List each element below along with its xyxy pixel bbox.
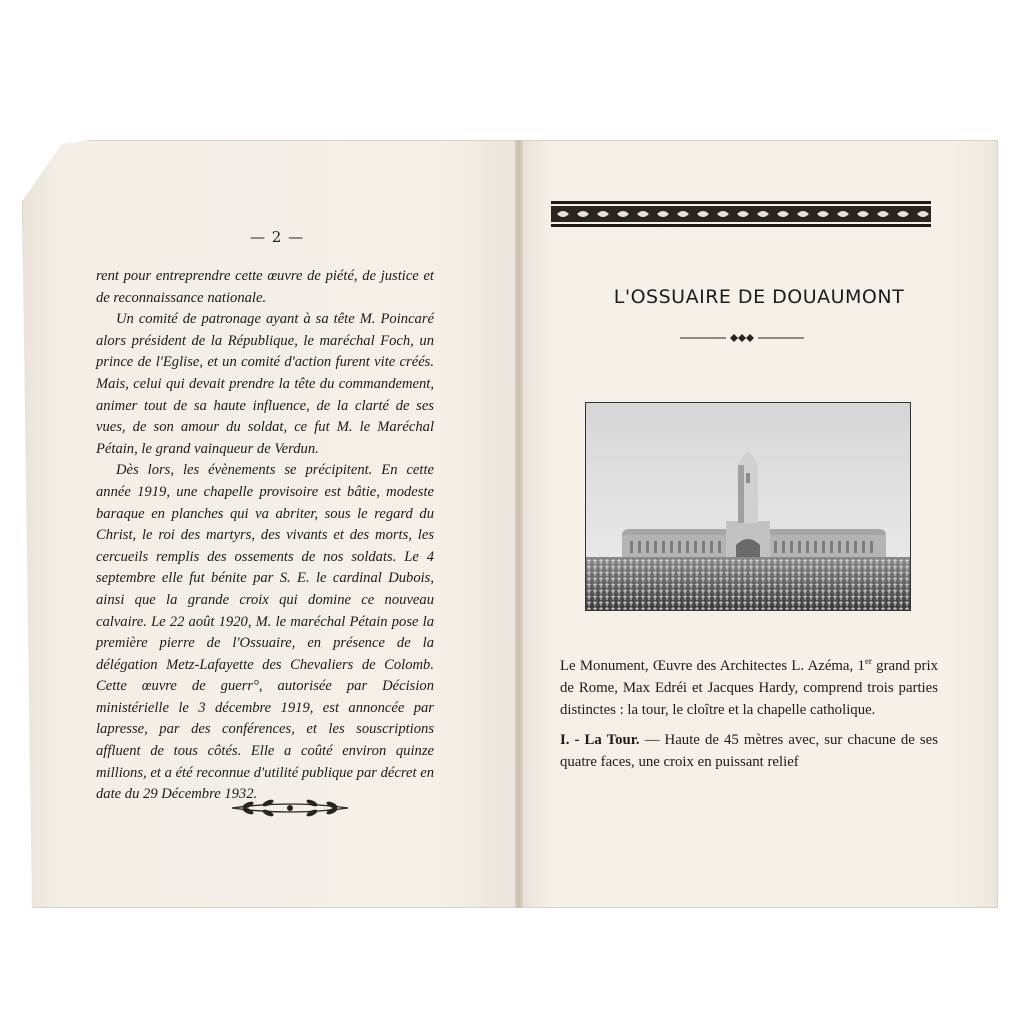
paragraph: I. - La Tour. — Haute de 45 mètres avec, sur chacune de ses quatre faces, une croix en puissant relief	[560, 731, 938, 770]
title-ornament-icon	[680, 332, 804, 344]
page-title: L'OSSUAIRE DE DOUAUMONT	[613, 286, 905, 308]
ossuary-illustration-icon	[586, 403, 910, 610]
floral-ornament-icon	[228, 796, 352, 820]
section-heading: I. - La Tour.	[560, 731, 640, 748]
page-number: — 2 —	[250, 228, 305, 246]
paragraph: Un comité de patronage ayant à sa tête M. Poincaré alors président de la République, le maréchal Foch, un prince de l'Eglise, et un comité d'action furent vite créés. Mais, celui qui devait prendre la tête du commandement, animer tout de sa haute influence, de la clarté de ses vues, de son amour du soldat, ce fut M. le Maréchal Pétain, le grand vainqueur de Verdun.	[96, 311, 434, 457]
spine	[515, 140, 523, 908]
ossuary-photo	[585, 402, 911, 611]
paragraph: rent pour entreprendre cette œuvre de piété, de justice et de reconnaissance nationale.	[96, 268, 434, 306]
decorative-frieze	[551, 201, 931, 227]
paragraph: Le Monument, Œuvre des Architectes L. Azéma, 1er grand prix de Rome, Max Edréi et Jacques Hardy, comprend trois parties distinctes : la tour, le cloître et la chapelle catholique.	[560, 656, 938, 718]
left-page-text	[96, 266, 434, 806]
right-page-text	[560, 650, 938, 773]
paragraph: Dès lors, les évènements se précipitent. En cette année 1919, une chapelle provisoire est bâtie, modeste baraque en planches qui va abriter, sous le regard du Christ, le roi des martyrs, des vivants et des morts, les cercueils remplis des ossements de nos soldats. Le 4 septembre elle fut bénite par S. E. le cardinal Dubois, ainsi que la grande croix qui domine ce nouveau calvaire. Le 22 août 1920, M. le maréchal Pétain pose la première pierre de l'Ossuaire, en présence de la délégation Metz-Lafayette des Chevaliers de Colomb. Cette œuvre de guerr°, autorisée par Décision ministérielle le 3 décembre 1919, est annoncée par lapresse, par des conférences, et les souscriptions affluent de tous côtés. Elle a coûté environ quinze millions, et a été reconnue d'utilité publique par décret en date du 29 Décembre 1932.	[96, 462, 434, 803]
